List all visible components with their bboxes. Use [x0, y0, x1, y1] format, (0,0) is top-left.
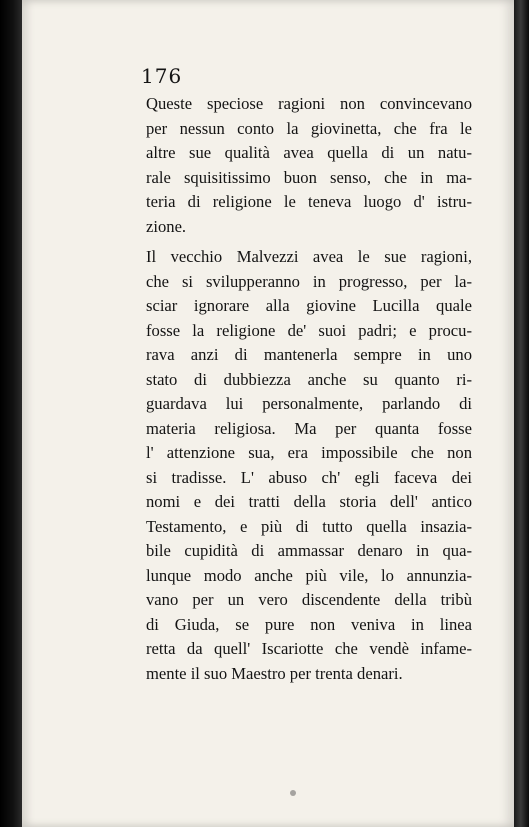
text-line: rava anzi di mantenerla sempre in uno — [146, 345, 472, 364]
text-line: altre sue qualità avea quella di un natu- — [146, 143, 472, 162]
ink-smudge — [290, 790, 296, 796]
text-line: materia religiosa. Ma per quanta fosse — [146, 418, 472, 438]
paragraph-2 — [146, 245, 472, 686]
text-line: che si svilupperanno in progresso, per la- — [146, 271, 472, 291]
text-line: rale squisitissimo buon senso, che in ma- — [146, 167, 472, 187]
paragraph-1 — [146, 92, 472, 239]
text-line: vano per un vero discendente della tribù — [146, 590, 472, 609]
text-line: di Giuda, se pure non veniva in linea — [146, 614, 472, 634]
text-line: Queste speciose ragioni non convincevano — [146, 94, 472, 113]
right-page-edge — [514, 0, 529, 827]
text-line: zione. — [146, 216, 187, 236]
body-text — [146, 92, 472, 686]
text-line: per nessun conto la giovinetta, che fra le — [146, 118, 472, 138]
text-line: nomi e dei tratti della storia dell' antico — [146, 492, 472, 511]
text-line: stato di dubbiezza anche su quanto ri- — [146, 369, 472, 389]
text-line: guardava lui personalmente, parlando di — [146, 394, 472, 413]
page-number: 176 — [141, 64, 183, 88]
text-line: teria di religione le teneva luogo d' istru- — [146, 192, 472, 211]
text-line: retta da quell' Iscariotte che vendè infame- — [146, 639, 472, 658]
left-page-edge — [0, 0, 22, 827]
text-line: Testamento, e più di tutto quella insazia- — [146, 516, 472, 536]
text-line: bile cupidità di ammassar denaro in qua- — [146, 541, 472, 560]
text-line: sciar ignorare alla giovine Lucilla quale — [146, 296, 472, 315]
text-line: si tradisse. L' abuso ch' egli faceva dei — [146, 467, 472, 487]
text-line: mente il suo Maestro per trenta denari. — [146, 663, 403, 683]
text-line: Il vecchio Malvezzi avea le sue ragioni, — [146, 247, 472, 266]
text-line: lunque modo anche più vile, lo annunzia- — [146, 565, 472, 585]
text-line: fosse la religione de' suoi padri; e procu- — [146, 320, 472, 340]
text-line: l' attenzione sua, era impossibile che non — [146, 443, 472, 462]
